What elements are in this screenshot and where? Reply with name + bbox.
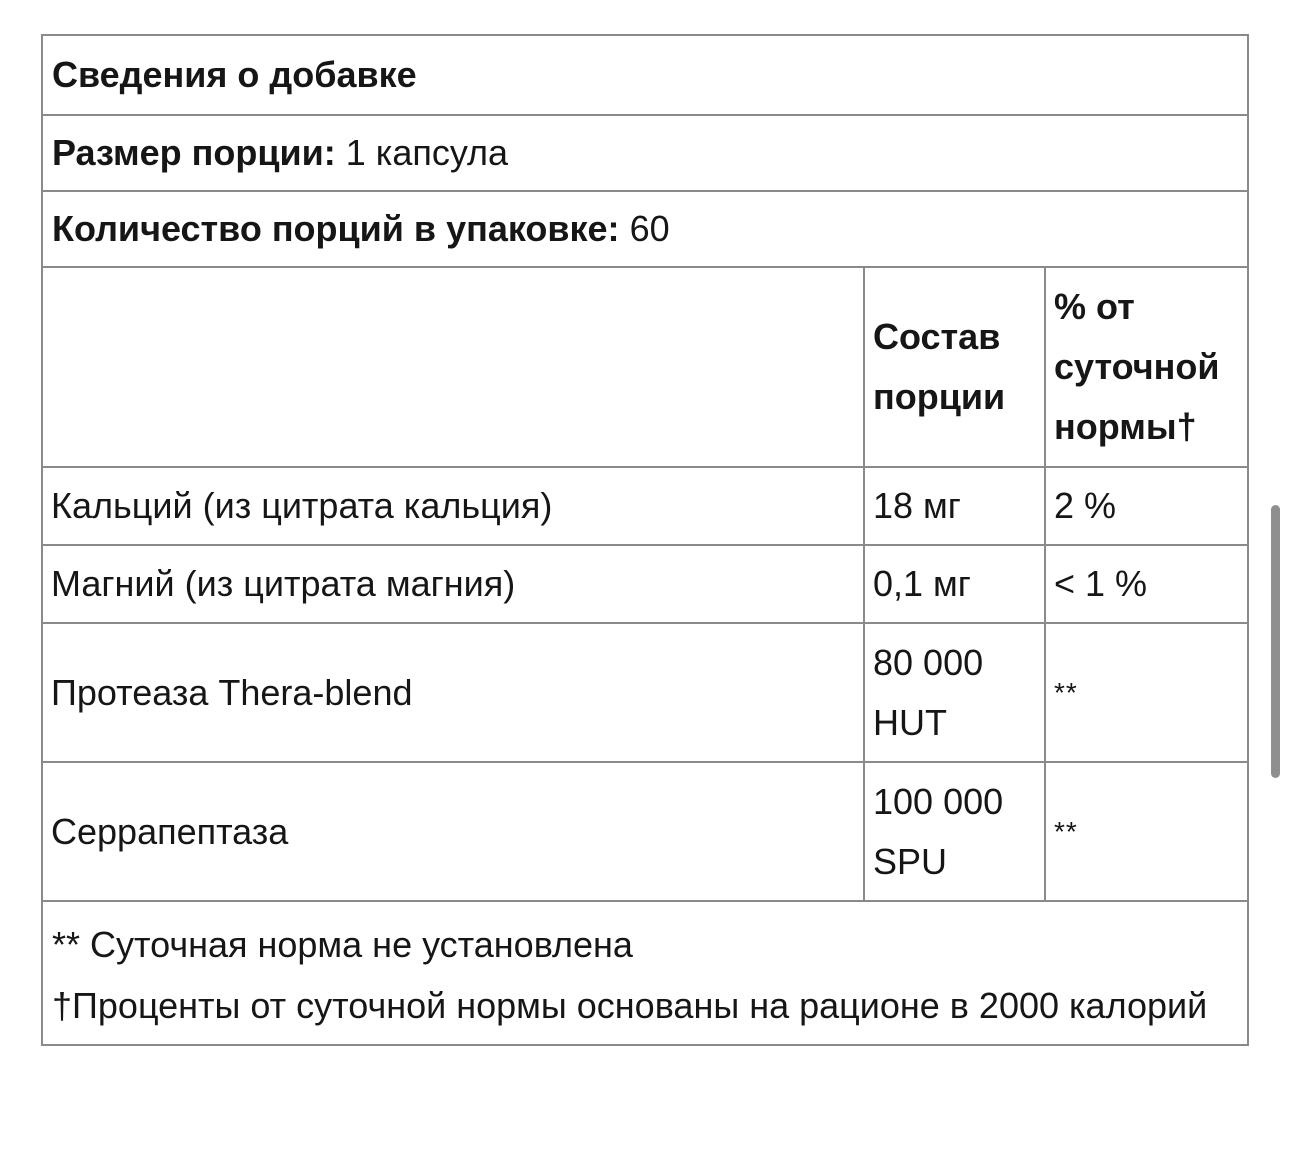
ingredient-daily-value: ** [1054, 676, 1078, 708]
ingredient-amount: 0,1 мг [865, 546, 1046, 622]
column-header-amount: Состав порции [865, 268, 1046, 466]
table-row [43, 544, 1247, 622]
servings-per-container-value: 60 [629, 208, 670, 249]
servings-per-container-row [43, 190, 1247, 266]
ingredient-daily-value: 2 % [1054, 485, 1117, 526]
column-header-daily-value: % от суточной нормы† [1054, 286, 1220, 447]
ingredient-name: Кальций (из цитрата кальция) [43, 468, 865, 544]
serving-size-row [43, 114, 1247, 190]
ingredient-amount: 80 000 HUT [865, 624, 1046, 761]
table-row [43, 622, 1247, 761]
ingredient-name: Магний (из цитрата магния) [43, 546, 865, 622]
ingredient-name: Протеаза Thera-blend [43, 624, 865, 761]
scrollbar-thumb[interactable] [1271, 505, 1280, 778]
footnotes [43, 900, 1247, 1044]
table-row [43, 761, 1247, 900]
column-header-row [43, 266, 1247, 466]
supplement-facts-table [41, 34, 1249, 1046]
footnote-daily-value-basis: †Проценты от суточной нормы основаны на рационе в 2000 калорий [52, 985, 1208, 1026]
footnote-no-daily-value: ** Суточная норма не установлена [52, 924, 633, 965]
servings-per-container-label: Количество порций в упаковке: [52, 208, 620, 249]
table-title [43, 36, 1247, 114]
ingredient-daily-value: < 1 % [1054, 563, 1148, 604]
ingredient-amount: 18 мг [865, 468, 1046, 544]
table-row [43, 466, 1247, 544]
serving-size-label: Размер порции: [52, 132, 336, 173]
ingredient-amount: 100 000 SPU [865, 763, 1046, 900]
ingredient-name: Серрапептаза [43, 763, 865, 900]
title-text: Сведения о добавке [52, 54, 417, 95]
column-header-name [43, 268, 865, 466]
serving-size-value: 1 капсула [345, 132, 509, 173]
ingredient-daily-value: ** [1054, 815, 1078, 847]
